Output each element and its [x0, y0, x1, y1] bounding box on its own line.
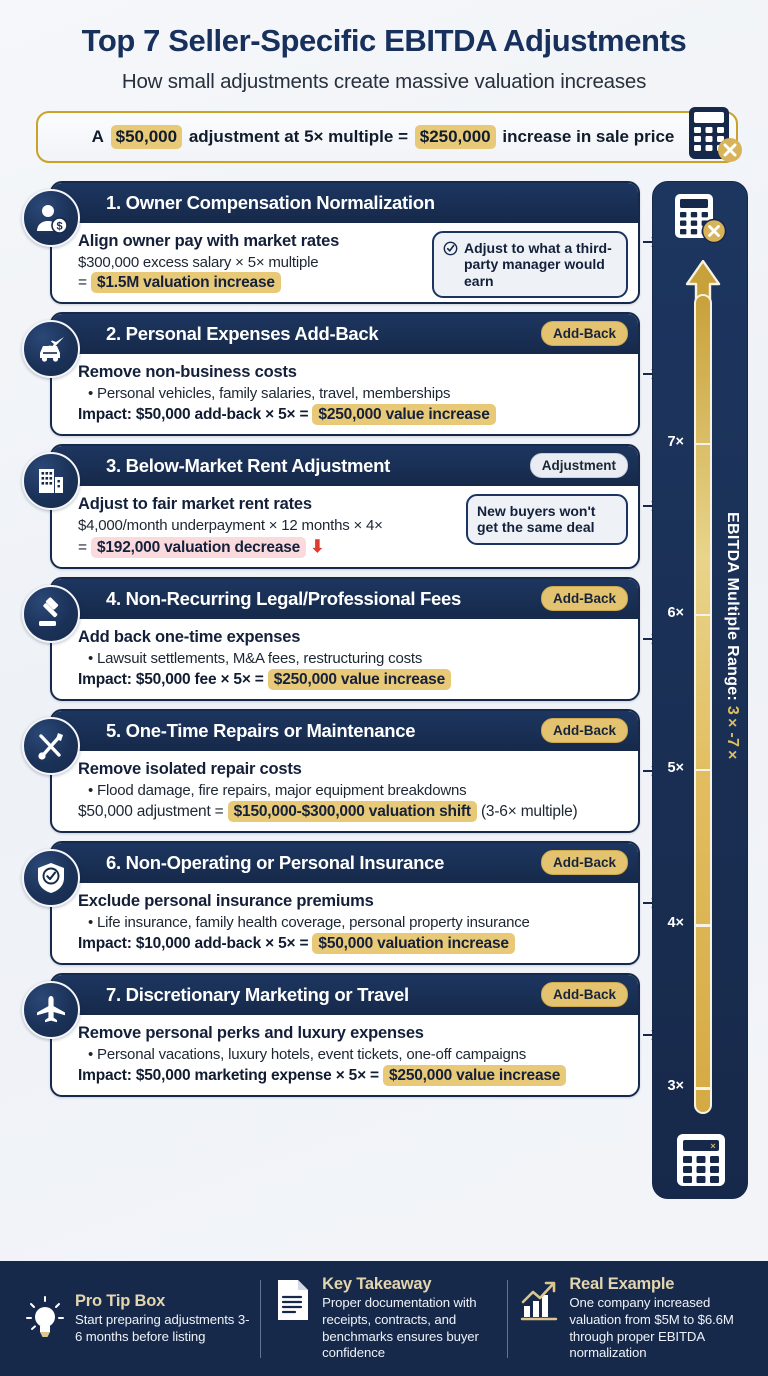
footer-pro-tip-title: Pro Tip Box [75, 1291, 166, 1310]
adjustment-card-6[interactable] [22, 841, 640, 965]
gavel-icon [22, 585, 80, 643]
card-1-subline: $300,000 excess salary × 5× multiple [78, 253, 319, 271]
card-1-header [52, 183, 638, 223]
card-4-bullet: • Lawsuit settlements, M&A fees, restructuring costs [88, 649, 423, 667]
card-3-note-text: New buyers won't get the same deal [477, 502, 596, 536]
card-6-title: 6. Non-Operating or Personal Insurance [106, 851, 445, 873]
gauge-bar [667, 294, 712, 1114]
card-1-lead: Align owner pay with market rates [78, 231, 340, 250]
adjustment-card-7[interactable] [22, 973, 640, 1097]
gauge-label-5x: 5× [667, 759, 684, 776]
footer-key-takeaway [261, 1275, 507, 1362]
main-content [0, 181, 768, 1151]
svg-text:$: $ [56, 220, 63, 233]
banner-middle: adjustment at 5× multiple = [188, 126, 408, 146]
card-6-main [78, 892, 626, 953]
thermometer-gauge [667, 260, 712, 1114]
card-5-calc-suffix: (3-6× multiple) [480, 802, 578, 820]
document-icon [271, 1275, 313, 1322]
shield-check-icon [22, 849, 80, 907]
card-5-calc-prefix: $50,000 adjustment = [78, 802, 224, 820]
adjustment-card-2[interactable] [22, 312, 640, 436]
card-7-calc [78, 1067, 622, 1085]
tools-icon [22, 717, 80, 775]
card-7-lead: Remove personal perks and luxury expenses [78, 1023, 424, 1042]
page-title: Top 7 Seller-Specific EBITDA Adjustments [81, 23, 687, 58]
card-6-header [52, 843, 638, 883]
card-2-header [52, 314, 638, 354]
card-2-calc-prefix: Impact: $50,000 add-back × 5× = [78, 405, 309, 423]
footer-real-example [508, 1275, 754, 1362]
card-2 [50, 312, 640, 436]
card-5-badge: Add-Back [541, 718, 628, 743]
gauge-tick-5x [696, 769, 710, 772]
card-5-lead: Remove isolated repair costs [78, 759, 302, 778]
card-6-bullet: • Life insurance, family health coverage, personal property insurance [88, 913, 530, 931]
key-formula-banner [36, 111, 738, 163]
gauge-label-6x: 6× [667, 604, 684, 621]
card-1-note-text: Adjust to what a third-party manager would earn [464, 239, 612, 289]
gauge-label-4x: 4× [667, 915, 684, 932]
card-3-note [466, 494, 628, 545]
card-4-header [52, 579, 638, 619]
cards-column [22, 181, 640, 1105]
card-7 [50, 973, 640, 1097]
card-2-main [78, 363, 626, 424]
footer-pro-tip-text-block [75, 1292, 250, 1345]
lightbulb-icon [24, 1292, 66, 1339]
card-7-main [78, 1024, 626, 1085]
card-6-badge: Add-Back [541, 850, 628, 875]
card-1-calc-prefix: = [78, 273, 87, 291]
card-4-lead: Add back one-time expenses [78, 627, 301, 646]
card-2-lead: Remove non-business costs [78, 362, 297, 381]
card-6-calc-highlight: $50,000 valuation increase [312, 933, 514, 954]
header [0, 0, 768, 94]
card-2-calc [78, 406, 622, 424]
card-5-body [52, 751, 638, 831]
footer [0, 1261, 768, 1376]
card-7-title: 7. Discretionary Marketing or Travel [106, 983, 409, 1005]
card-1-title: 1. Owner Compensation Normalization [106, 191, 435, 213]
card-3-header [52, 446, 638, 486]
gauge-tick-7x [696, 443, 710, 446]
card-3 [50, 444, 640, 569]
owner-compensation-icon [22, 189, 80, 247]
card-1-body [52, 223, 638, 302]
banner-prefix: A [91, 126, 104, 146]
adjustment-card-4[interactable] [22, 577, 640, 701]
footer-pro-tip-text: Start preparing adjustments 3-6 months before listing [75, 1311, 250, 1344]
card-2-badge: Add-Back [541, 321, 628, 346]
card-2-bullet: • Personal vehicles, family salaries, travel, memberships [88, 384, 451, 402]
card-7-calc-prefix: Impact: $50,000 marketing expense × 5× = [78, 1066, 379, 1084]
card-4-title: 4. Non-Recurring Legal/Professional Fees [106, 587, 462, 609]
gauge-tick-3x [696, 1087, 710, 1090]
card-5-main [78, 760, 626, 821]
banner-amount: $50,000 [111, 125, 182, 149]
card-6 [50, 841, 640, 965]
adjustment-card-3[interactable] [22, 444, 640, 569]
gauge-label-3x: 3× [667, 1078, 684, 1095]
footer-key-takeaway-text-block [322, 1275, 497, 1362]
page-subtitle: How small adjustments create massive valuation increases [121, 69, 647, 93]
card-7-body [52, 1015, 638, 1095]
adjustment-card-5[interactable] [22, 709, 640, 833]
card-4-badge: Add-Back [541, 586, 628, 611]
banner-content [36, 111, 738, 163]
card-4-calc-prefix: Impact: $50,000 fee × 5× = [78, 670, 264, 688]
card-2-calc-highlight: $250,000 value increase [312, 404, 495, 425]
card-6-body [52, 883, 638, 963]
card-2-body [52, 354, 638, 434]
footer-real-example-text: One company increased valuation from $5M to $6.6M through proper EBITDA normalization [569, 1295, 734, 1361]
gauge-tick-4x [696, 924, 710, 927]
card-4 [50, 577, 640, 701]
card-3-lead: Adjust to fair market rent rates [78, 494, 312, 513]
card-3-calc-highlight: $192,000 valuation decrease [91, 537, 306, 558]
building-icon [22, 452, 80, 510]
banner-result: $250,000 [415, 125, 496, 149]
card-6-calc [78, 935, 622, 953]
card-5-bullet: • Flood damage, fire repairs, major equipment breakdowns [88, 781, 467, 799]
airplane-icon [22, 981, 80, 1039]
card-1-calc [78, 274, 420, 292]
gauge-tick-6x [696, 614, 710, 617]
svg-text:×: × [710, 1140, 716, 1151]
ebitda-multiple-gauge [652, 181, 748, 1199]
footer-key-takeaway-title: Key Takeaway [322, 1275, 432, 1294]
gauge-label-text: EBITDA Multiple Range: [724, 511, 741, 706]
calculator-icon [686, 105, 746, 167]
banner-suffix: increase in sale price [502, 126, 675, 146]
card-5-calc-highlight: $150,000-$300,000 valuation shift [228, 801, 477, 822]
footer-key-takeaway-text: Proper documentation with receipts, contracts, and benchmarks ensures buyer confidence [322, 1295, 479, 1361]
card-3-subline: $4,000/month underpayment × 12 months × 4× [78, 516, 383, 534]
calculator-icon [675, 1132, 727, 1188]
card-4-calc-highlight: $250,000 value increase [268, 669, 451, 690]
card-3-calc-prefix: = [78, 538, 87, 556]
adjustment-card-1[interactable] [22, 181, 640, 304]
card-6-lead: Exclude personal insurance premiums [78, 891, 374, 910]
card-7-bullet: • Personal vacations, luxury hotels, event tickets, one-off campaigns [88, 1045, 527, 1063]
card-5 [50, 709, 640, 833]
gauge-range-value: 3×-7× [724, 705, 741, 765]
card-5-title: 5. One-Time Repairs or Maintenance [106, 719, 416, 741]
footer-pro-tip [14, 1292, 260, 1345]
car-plane-icon [22, 320, 80, 378]
card-4-main [78, 628, 626, 689]
footer-real-example-text-block [569, 1275, 744, 1362]
card-4-body [52, 619, 638, 699]
card-6-calc-prefix: Impact: $10,000 add-back × 5× = [78, 934, 309, 952]
card-5-header [52, 711, 638, 751]
card-1-calc-highlight: $1.5M valuation increase [91, 272, 281, 293]
card-2-title: 2. Personal Expenses Add-Back [106, 322, 379, 344]
card-1-note [432, 231, 628, 299]
card-7-calc-highlight: $250,000 value increase [383, 1065, 566, 1086]
down-arrow-icon: ⬇ [310, 536, 325, 556]
card-7-header [52, 975, 638, 1015]
footer-real-example-title: Real Example [569, 1275, 675, 1294]
card-3-badge: Adjustment [530, 453, 628, 478]
card-7-badge: Add-Back [541, 982, 628, 1007]
calculator-icon [671, 192, 731, 250]
card-3-title: 3. Below-Market Rent Adjustment [106, 454, 390, 476]
gauge-axis-label [723, 512, 741, 765]
card-3-calc [78, 537, 454, 557]
growth-chart-icon [518, 1275, 560, 1322]
gauge-label-7x: 7× [667, 433, 684, 450]
card-4-calc [78, 671, 622, 689]
card-5-calc [78, 803, 622, 821]
check-circle-icon [443, 241, 458, 256]
card-1 [50, 181, 640, 304]
card-3-body [52, 486, 638, 567]
